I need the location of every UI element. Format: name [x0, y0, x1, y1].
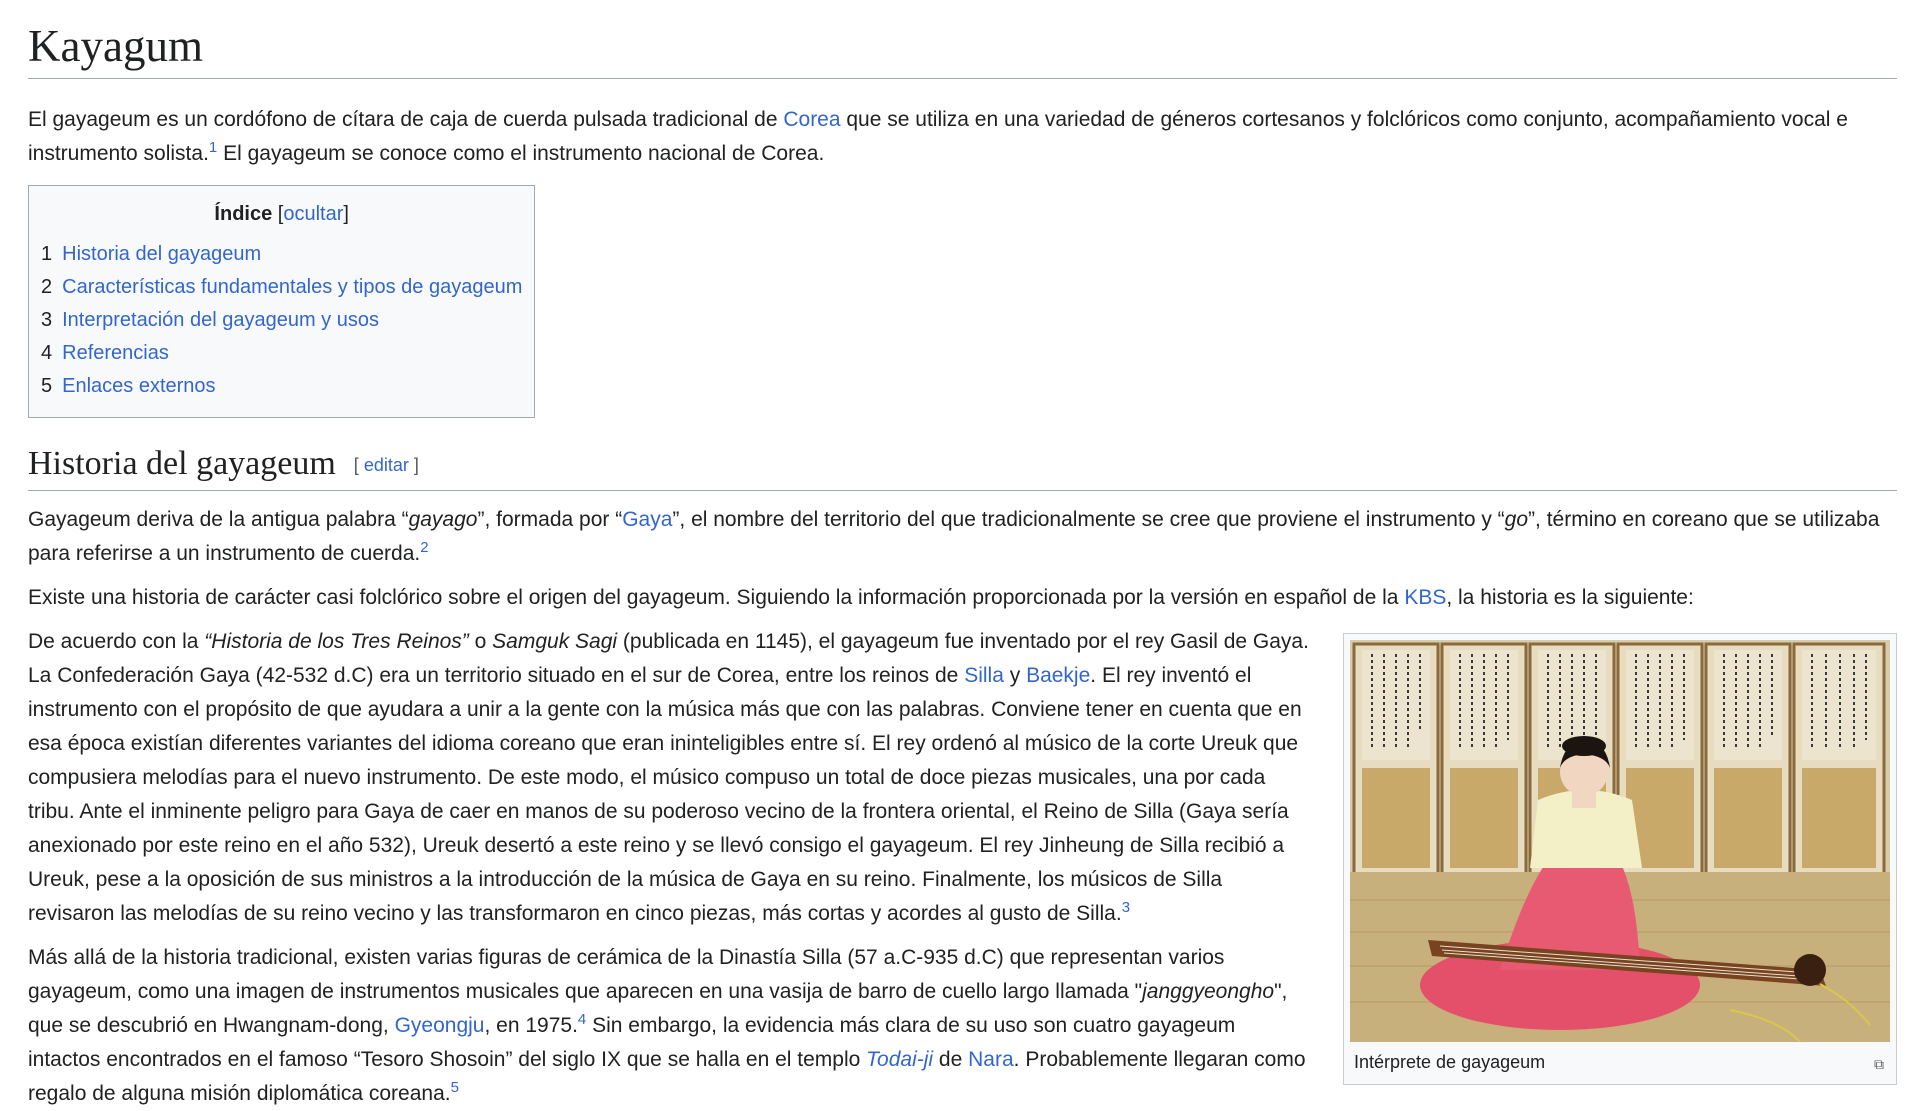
toc-list: [41, 238, 522, 403]
ref-4[interactable]: 4: [577, 1010, 587, 1028]
toc-link-interpretacion[interactable]: Interpretación del gayageum y usos: [62, 308, 379, 331]
paragraph-ceramics: Más allá de la historia tradicional, existen varias figuras de cerámica de la Dinastía Silla (57 a.C-935 d.C) que representan varios gayageum, como una imagen de instrumentos musicales que aparecen en una vasija de barro de cuello largo llamada "janggyeongho", que se descubrió en Hwangnam-dong, Gyeongju, en 1975.$^4$ Sin embargo, la evidencia más clara de su uso son cuatro gayageum intactos encontrados en el famoso “Tesoro Shosoin” del siglo IX que se halla en el templo Todai-ji de Nara. Probablemente llegaran como regalo de alguna misión diplomática coreana.$^5$: [28, 945, 1306, 1105]
toc-header: Índice [ocultar]: [214, 202, 349, 225]
link-gaya[interactable]: Gaya: [622, 507, 673, 531]
toc-toggle-link[interactable]: ocultar: [283, 202, 344, 225]
toc-item[interactable]: 1 Historia del gayageum: [41, 242, 262, 265]
toc-link-caracteristicas[interactable]: Características fundamentales y tipos de gayageum: [62, 275, 523, 298]
ref-5[interactable]: 5: [450, 1078, 459, 1096]
toc-item[interactable]: 5 Enlaces externos: [41, 374, 216, 397]
ref-3[interactable]: 3: [1121, 898, 1131, 916]
link-silla[interactable]: Silla: [964, 663, 1004, 687]
link-nara[interactable]: Nara: [968, 1047, 1014, 1071]
ref-2[interactable]: 2: [420, 538, 429, 556]
toc-link-historia[interactable]: Historia del gayageum: [62, 242, 262, 265]
toc-link-referencias[interactable]: Referencias: [62, 341, 169, 364]
edit-link[interactable]: editar: [363, 455, 409, 475]
page-title: Kayagum: [28, 0, 1897, 79]
link-gyeongju[interactable]: Gyeongju: [394, 1013, 485, 1037]
ref-1[interactable]: 1: [208, 138, 218, 156]
edit-section: [ editar ]: [353, 455, 419, 475]
toc-link-enlaces[interactable]: Enlaces externos: [62, 374, 216, 397]
intro-paragraph: El gayageum es un cordófono de cítara de caja de cuerda pulsada tradicional de Corea que se utiliza en una variedad de géneros cortesanos y folclóricos como conjunto, acompañamiento vocal e instrumento solista.$^1$ El gayageum se conoce como el instrumento nacional de Corea.: [28, 107, 1848, 165]
table-of-contents: [28, 185, 535, 418]
toc-item[interactable]: 2 Características fundamentales y tipos de gayageum: [41, 275, 523, 298]
link-corea[interactable]: Corea: [783, 107, 841, 131]
photo-illustration: [1350, 640, 1890, 1042]
magnify-icon[interactable]: ⧉: [1874, 1055, 1884, 1072]
section-heading-historia: Historia del gayageum [ editar ]: [28, 442, 1897, 491]
figure-caption: Intérprete de gayageum ⧉: [1350, 1042, 1890, 1078]
paragraph-kbs: Existe una historia de carácter casi folclórico sobre el origen del gayageum. Siguiendo la información proporcionada por la versión en español de la KBS, la historia es la siguiente:: [28, 585, 1694, 609]
paragraph-etymology: Gayageum deriva de la antigua palabra “gayago”, formada por “Gaya”, el nombre del territorio del que tradicionalmente se cree que proviene el instrumento y “go”, término en coreano que se utilizaba para referirse a un instrumento de cuerda.$^2$: [28, 507, 1880, 565]
paragraph-origin-story: De acuerdo con la “Historia de los Tres Reinos” o Samguk Sagi (publicada en 1145), el gayageum fue inventado por el rey Gasil de Gaya. La Confederación Gaya (42-532 d.C) era un territorio situado en el sur de Corea, entre los reinos de Silla y Baekje. El rey inventó el instrumento con el propósito de que ayudara a unir a la gente con la música más que con las palabras. Conviene tener en cuenta que en esa época existían diferentes variantes del idioma coreano que eran ininteligibles entre sí. El rey ordenó al músico de la corte Ureuk que compusiera melodías para el nuevo instrumento. De este modo, el músico compuso un total de doce piezas musicales, una por cada tribu. Ante el inminente peligro para Gaya de caer en manos de su poderoso vecino de la frontera oriental, el Reino de Silla (Gaya sería anexionado por este reino en el año 532), Ureuk desertó a este reino y se llevó consigo el gayageum. El rey Jinheung de Silla recibió a Ureuk, pese a la oposición de sus ministros a la introducción de la música de Gaya en su reino. Finalmente, los músicos de Silla revisaron las melodías de su reino vecino y las transformaron en cinco piezas, más cortas y acordes al gusto de Silla.$^3$: [28, 629, 1309, 925]
link-todaiji[interactable]: Todai-ji: [866, 1047, 934, 1071]
toc-item[interactable]: 3 Interpretación del gayageum y usos: [41, 308, 379, 331]
toc-title: Índice: [214, 202, 273, 225]
figure-gayageum-player: [1343, 633, 1897, 1085]
toc-item[interactable]: 4 Referencias: [41, 341, 169, 364]
link-baekje[interactable]: Baekje: [1026, 663, 1091, 687]
gayageum-player-image[interactable]: [1350, 640, 1890, 1042]
link-kbs[interactable]: KBS: [1404, 585, 1447, 609]
